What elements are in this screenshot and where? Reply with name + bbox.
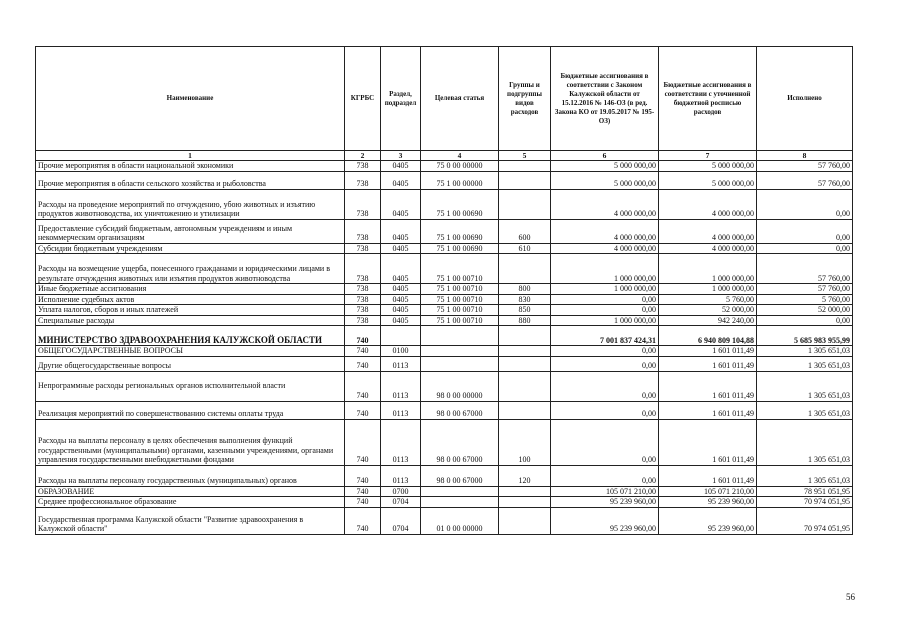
row-done: 78 951 051,95 xyxy=(757,486,853,497)
row-kgrbs: 740 xyxy=(345,486,381,497)
row-done: 5 760,00 xyxy=(757,294,853,305)
row-kgrbs: 740 xyxy=(345,507,381,534)
row-razdel: 0405 xyxy=(381,294,421,305)
table-row xyxy=(36,371,853,401)
row-rospis: 1 000 000,00 xyxy=(659,284,757,295)
row-vid xyxy=(499,171,551,189)
row-name: ОБРАЗОВАНИЕ xyxy=(36,486,345,497)
table-row xyxy=(36,497,853,508)
row-budget: 95 239 960,00 xyxy=(551,507,659,534)
column-number: 5 xyxy=(499,151,551,161)
row-razdel: 0113 xyxy=(381,401,421,419)
row-budget: 0,00 xyxy=(551,294,659,305)
row-kgrbs: 738 xyxy=(345,161,381,172)
row-statya: 75 1 00 00710 xyxy=(421,284,499,295)
row-rospis: 1 601 011,49 xyxy=(659,465,757,486)
row-rospis: 942 240,00 xyxy=(659,315,757,326)
row-name: Прочие мероприятия в области национальной экономики xyxy=(36,161,345,172)
row-name: Исполнение судебных актов xyxy=(36,294,345,305)
row-budget: 0,00 xyxy=(551,401,659,419)
header-rospis: Бюджетные ассигнования в соответствии с уточненной бюджетной росписью расходов xyxy=(659,47,757,151)
table-row xyxy=(36,346,853,357)
row-rospis: 105 071 210,00 xyxy=(659,486,757,497)
row-kgrbs: 740 xyxy=(345,356,381,371)
row-kgrbs: 738 xyxy=(345,294,381,305)
row-done: 52 000,00 xyxy=(757,305,853,316)
row-name: Уплата налогов, сборов и иных платежей xyxy=(36,305,345,316)
column-number: 4 xyxy=(421,151,499,161)
row-name: Другие общегосударственные вопросы xyxy=(36,356,345,371)
column-number: 2 xyxy=(345,151,381,161)
row-name: Расходы на проведение мероприятий по отчуждению, убою животных и изъятию продуктов животноводства, их уничтожению и утилизации xyxy=(36,189,345,219)
table-row xyxy=(36,507,853,534)
table-row xyxy=(36,326,853,346)
row-vid: 600 xyxy=(499,219,551,243)
row-statya: 75 1 00 00710 xyxy=(421,294,499,305)
header-kgrbs: КГРБС xyxy=(345,47,381,151)
table-body xyxy=(36,161,853,535)
row-budget: 5 000 000,00 xyxy=(551,171,659,189)
row-statya: 75 0 00 00000 xyxy=(421,161,499,172)
row-name: Непрограммные расходы региональных органов исполнительной власти xyxy=(36,371,345,401)
row-vid: 800 xyxy=(499,284,551,295)
row-rospis: 1 601 011,49 xyxy=(659,356,757,371)
row-rospis: 52 000,00 xyxy=(659,305,757,316)
budget-table xyxy=(35,46,853,535)
row-done: 0,00 xyxy=(757,243,853,254)
row-razdel: 0405 xyxy=(381,315,421,326)
row-vid: 100 xyxy=(499,419,551,465)
row-done: 1 305 651,03 xyxy=(757,465,853,486)
row-statya: 98 0 00 67000 xyxy=(421,419,499,465)
table-row xyxy=(36,419,853,465)
row-name: Расходы на выплаты персоналу в целях обеспечения выполнения функций государственными (муниципальными) органами, казенными учреждениями, органами управления государственными внебюджетными фондами xyxy=(36,419,345,465)
row-kgrbs: 740 xyxy=(345,401,381,419)
row-budget: 0,00 xyxy=(551,305,659,316)
row-kgrbs: 740 xyxy=(345,326,381,346)
row-razdel: 0405 xyxy=(381,254,421,284)
row-vid: 830 xyxy=(499,294,551,305)
row-kgrbs: 740 xyxy=(345,346,381,357)
row-budget: 0,00 xyxy=(551,346,659,357)
row-vid xyxy=(499,401,551,419)
row-name: Расходы на возмещение ущерба, понесенного гражданами и юридическими лицами в результате отчуждения животных или изъятия продуктов животноводства xyxy=(36,254,345,284)
row-vid xyxy=(499,507,551,534)
header-statya: Целевая статья xyxy=(421,47,499,151)
column-number: 3 xyxy=(381,151,421,161)
row-statya xyxy=(421,326,499,346)
table-row xyxy=(36,356,853,371)
header-row xyxy=(36,47,853,151)
row-kgrbs: 738 xyxy=(345,305,381,316)
row-budget: 4 000 000,00 xyxy=(551,243,659,254)
row-razdel: 0113 xyxy=(381,465,421,486)
row-name: Государственная программа Калужской области "Развитие здравоохранения в Калужской области" xyxy=(36,507,345,534)
row-done: 1 305 651,03 xyxy=(757,346,853,357)
row-done: 0,00 xyxy=(757,219,853,243)
row-vid xyxy=(499,161,551,172)
row-done: 57 760,00 xyxy=(757,254,853,284)
column-number-row xyxy=(36,151,853,161)
row-rospis: 1 601 011,49 xyxy=(659,401,757,419)
row-rospis: 6 940 809 104,88 xyxy=(659,326,757,346)
row-name: МИНИСТЕРСТВО ЗДРАВООХРАНЕНИЯ КАЛУЖСКОЙ ОБЛАСТИ xyxy=(36,326,345,346)
row-done: 57 760,00 xyxy=(757,171,853,189)
column-number: 8 xyxy=(757,151,853,161)
table-row xyxy=(36,189,853,219)
row-done: 70 974 051,95 xyxy=(757,507,853,534)
row-kgrbs: 738 xyxy=(345,254,381,284)
table-row xyxy=(36,254,853,284)
row-rospis: 1 601 011,49 xyxy=(659,419,757,465)
row-statya: 75 1 00 00690 xyxy=(421,243,499,254)
row-vid xyxy=(499,371,551,401)
row-statya: 75 1 00 00690 xyxy=(421,189,499,219)
row-budget: 0,00 xyxy=(551,419,659,465)
row-rospis: 5 760,00 xyxy=(659,294,757,305)
table-row xyxy=(36,284,853,295)
table-row xyxy=(36,465,853,486)
row-name: Иные бюджетные ассигнования xyxy=(36,284,345,295)
row-done: 1 305 651,03 xyxy=(757,371,853,401)
row-rospis: 4 000 000,00 xyxy=(659,243,757,254)
header-vid: Группы и подгруппы видов расходов xyxy=(499,47,551,151)
table-row xyxy=(36,486,853,497)
header-budget: Бюджетные ассигнования в соответствии с Законом Калужской области от 15.12.2016 № 146-ОЗ (в ред. Закона КО от 19.05.2017 № 195-ОЗ) xyxy=(551,47,659,151)
header-done: Исполнено xyxy=(757,47,853,151)
row-kgrbs: 738 xyxy=(345,189,381,219)
row-razdel: 0405 xyxy=(381,219,421,243)
row-done: 1 305 651,03 xyxy=(757,401,853,419)
row-kgrbs: 738 xyxy=(345,219,381,243)
row-done: 0,00 xyxy=(757,189,853,219)
row-razdel: 0405 xyxy=(381,284,421,295)
row-done: 57 760,00 xyxy=(757,161,853,172)
table-row xyxy=(36,294,853,305)
row-rospis: 4 000 000,00 xyxy=(659,219,757,243)
row-vid xyxy=(499,189,551,219)
row-rospis: 95 239 960,00 xyxy=(659,497,757,508)
table-row xyxy=(36,401,853,419)
row-name: Реализация мероприятий по совершенствованию системы оплаты труда xyxy=(36,401,345,419)
row-budget: 1 000 000,00 xyxy=(551,254,659,284)
row-rospis: 1 000 000,00 xyxy=(659,254,757,284)
table-row xyxy=(36,171,853,189)
row-kgrbs: 740 xyxy=(345,465,381,486)
row-rospis: 5 000 000,00 xyxy=(659,161,757,172)
row-razdel: 0100 xyxy=(381,346,421,357)
row-statya: 75 1 00 00710 xyxy=(421,254,499,284)
row-done: 0,00 xyxy=(757,315,853,326)
row-budget: 95 239 960,00 xyxy=(551,497,659,508)
row-kgrbs: 738 xyxy=(345,171,381,189)
row-rospis: 4 000 000,00 xyxy=(659,189,757,219)
row-name: Специальные расходы xyxy=(36,315,345,326)
row-budget: 0,00 xyxy=(551,371,659,401)
row-statya xyxy=(421,497,499,508)
row-rospis: 1 601 011,49 xyxy=(659,346,757,357)
table-row xyxy=(36,161,853,172)
row-razdel: 0113 xyxy=(381,356,421,371)
row-kgrbs: 740 xyxy=(345,419,381,465)
header-razdel: Раздел, подраздел xyxy=(381,47,421,151)
row-budget: 0,00 xyxy=(551,356,659,371)
row-vid: 610 xyxy=(499,243,551,254)
row-razdel: 0405 xyxy=(381,171,421,189)
row-done: 1 305 651,03 xyxy=(757,419,853,465)
table-row xyxy=(36,219,853,243)
row-razdel: 0700 xyxy=(381,486,421,497)
row-budget: 1 000 000,00 xyxy=(551,315,659,326)
header-name: Наименование xyxy=(36,47,345,151)
row-razdel: 0405 xyxy=(381,305,421,316)
row-statya: 75 1 00 00710 xyxy=(421,315,499,326)
row-budget: 4 000 000,00 xyxy=(551,219,659,243)
row-budget: 4 000 000,00 xyxy=(551,189,659,219)
row-statya xyxy=(421,346,499,357)
row-statya: 98 0 00 67000 xyxy=(421,401,499,419)
column-number: 1 xyxy=(36,151,345,161)
row-done: 70 974 051,95 xyxy=(757,497,853,508)
row-name: Прочие мероприятия в области сельского хозяйства и рыболовства xyxy=(36,171,345,189)
row-vid: 880 xyxy=(499,315,551,326)
row-statya: 75 1 00 00690 xyxy=(421,219,499,243)
row-razdel: 0405 xyxy=(381,189,421,219)
row-statya: 75 1 00 00710 xyxy=(421,305,499,316)
row-vid: 850 xyxy=(499,305,551,316)
row-vid xyxy=(499,346,551,357)
row-rospis: 95 239 960,00 xyxy=(659,507,757,534)
row-name: Расходы на выплаты персоналу государственных (муниципальных) органов xyxy=(36,465,345,486)
row-budget: 5 000 000,00 xyxy=(551,161,659,172)
row-name: Предоставление субсидий бюджетным, автономным учреждениям и иным некоммерческим организациям xyxy=(36,219,345,243)
row-budget: 0,00 xyxy=(551,465,659,486)
row-vid xyxy=(499,497,551,508)
row-vid: 120 xyxy=(499,465,551,486)
row-budget: 1 000 000,00 xyxy=(551,284,659,295)
row-razdel: 0405 xyxy=(381,243,421,254)
row-vid xyxy=(499,254,551,284)
row-rospis: 5 000 000,00 xyxy=(659,171,757,189)
row-statya: 98 0 00 00000 xyxy=(421,371,499,401)
row-name: Субсидии бюджетным учреждениям xyxy=(36,243,345,254)
column-number: 7 xyxy=(659,151,757,161)
row-razdel: 0704 xyxy=(381,497,421,508)
row-kgrbs: 738 xyxy=(345,315,381,326)
row-budget: 7 001 837 424,31 xyxy=(551,326,659,346)
row-vid xyxy=(499,486,551,497)
row-done: 1 305 651,03 xyxy=(757,356,853,371)
row-razdel: 0113 xyxy=(381,419,421,465)
table-row xyxy=(36,315,853,326)
row-statya: 98 0 00 67000 xyxy=(421,465,499,486)
page-number: 56 xyxy=(846,592,855,602)
row-kgrbs: 740 xyxy=(345,371,381,401)
row-razdel: 0704 xyxy=(381,507,421,534)
row-razdel: 0405 xyxy=(381,161,421,172)
row-razdel xyxy=(381,326,421,346)
column-number: 6 xyxy=(551,151,659,161)
row-kgrbs: 740 xyxy=(345,497,381,508)
row-name: ОБЩЕГОСУДАРСТВЕННЫЕ ВОПРОСЫ xyxy=(36,346,345,357)
row-statya: 75 1 00 00000 xyxy=(421,171,499,189)
row-done: 5 685 983 955,99 xyxy=(757,326,853,346)
row-statya xyxy=(421,356,499,371)
row-kgrbs: 738 xyxy=(345,284,381,295)
row-vid xyxy=(499,356,551,371)
row-done: 57 760,00 xyxy=(757,284,853,295)
table-row xyxy=(36,305,853,316)
row-vid xyxy=(499,326,551,346)
row-rospis: 1 601 011,49 xyxy=(659,371,757,401)
row-kgrbs: 738 xyxy=(345,243,381,254)
row-budget: 105 071 210,00 xyxy=(551,486,659,497)
row-statya xyxy=(421,486,499,497)
row-razdel: 0113 xyxy=(381,371,421,401)
table-row xyxy=(36,243,853,254)
row-name: Среднее профессиональное образование xyxy=(36,497,345,508)
row-statya: 01 0 00 00000 xyxy=(421,507,499,534)
